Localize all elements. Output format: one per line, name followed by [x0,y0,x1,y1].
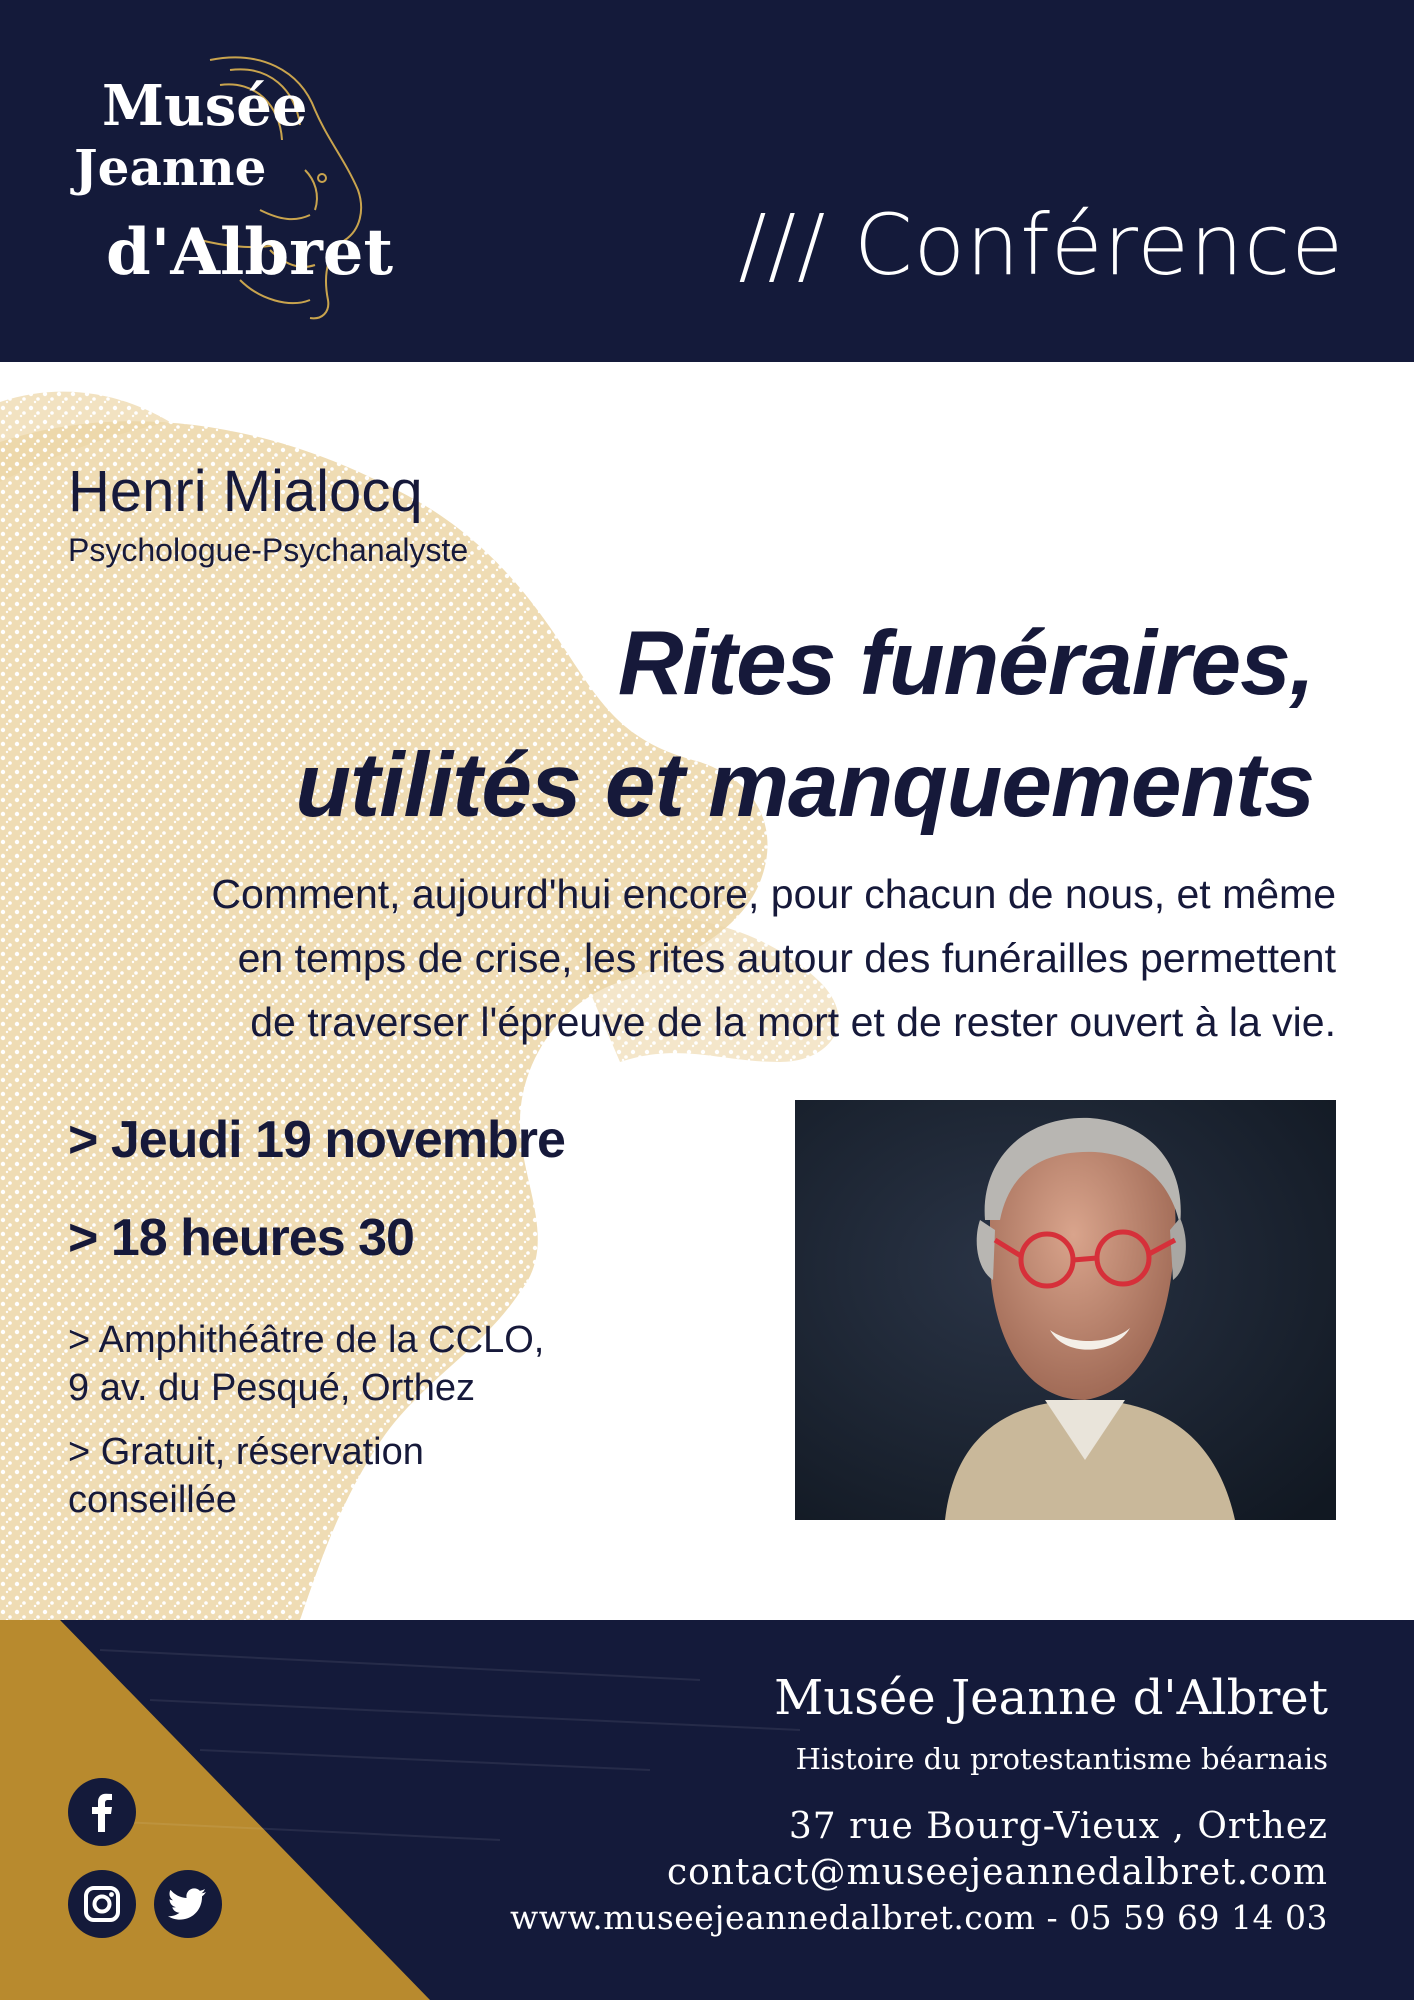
venue-line: 9 av. du Pesqué, Orthez [68,1367,475,1409]
event-title [295,603,1314,847]
footer-band [0,1620,1414,2000]
event-time: > 18 heures 30 [68,1209,414,1267]
description-line: Comment, aujourd'hui encore, pour chacun de nous, et même [211,871,1336,917]
twitter-icon[interactable] [154,1870,222,1938]
header-band [0,0,1414,362]
footer-email-link[interactable]: contact@museejeannedalbret.com [666,1852,1328,1893]
footer-address: 37 rue Bourg-Vieux , Orthez [788,1806,1328,1847]
footer-website-phone[interactable]: www.museejeannedalbret.com - 05 59 69 14 03 [509,1898,1328,1937]
svg-text:Musée: Musée [102,73,308,139]
svg-text:Jeanne: Jeanne [74,138,267,197]
event-venue [68,1316,628,1412]
instagram-icon[interactable] [68,1870,136,1938]
price-line: > Gratuit, réservation [68,1431,424,1473]
event-title-line: utilités et manquements [295,735,1314,836]
description-line: en temps de crise, les rites autour des funérailles permettent [237,935,1336,981]
event-date: > Jeudi 19 novembre [68,1111,565,1169]
footer-museum-name: Musée Jeanne d'Albret [774,1670,1328,1726]
museum-logo [60,50,400,340]
facebook-icon[interactable] [68,1778,136,1846]
logo-wordmark [60,50,400,340]
event-category: /// Conférence [738,196,1344,294]
price-line: conseillée [68,1479,237,1521]
event-price [68,1428,628,1524]
event-description [36,862,1336,1054]
speaker-photo [795,1100,1336,1520]
description-line: de traverser l'épreuve de la mort et de rester ouvert à la vie. [250,999,1336,1045]
venue-line: > Amphithéâtre de la CCLO, [68,1319,545,1361]
footer-subtitle: Histoire du protestantisme béarnais [795,1742,1328,1776]
event-title-line: Rites funéraires, [617,613,1314,714]
speaker-role: Psychologue-Psychanalyste [68,532,469,568]
svg-text:d'Albret: d'Albret [106,215,394,290]
speaker-name: Henri Mialocq [68,459,423,524]
